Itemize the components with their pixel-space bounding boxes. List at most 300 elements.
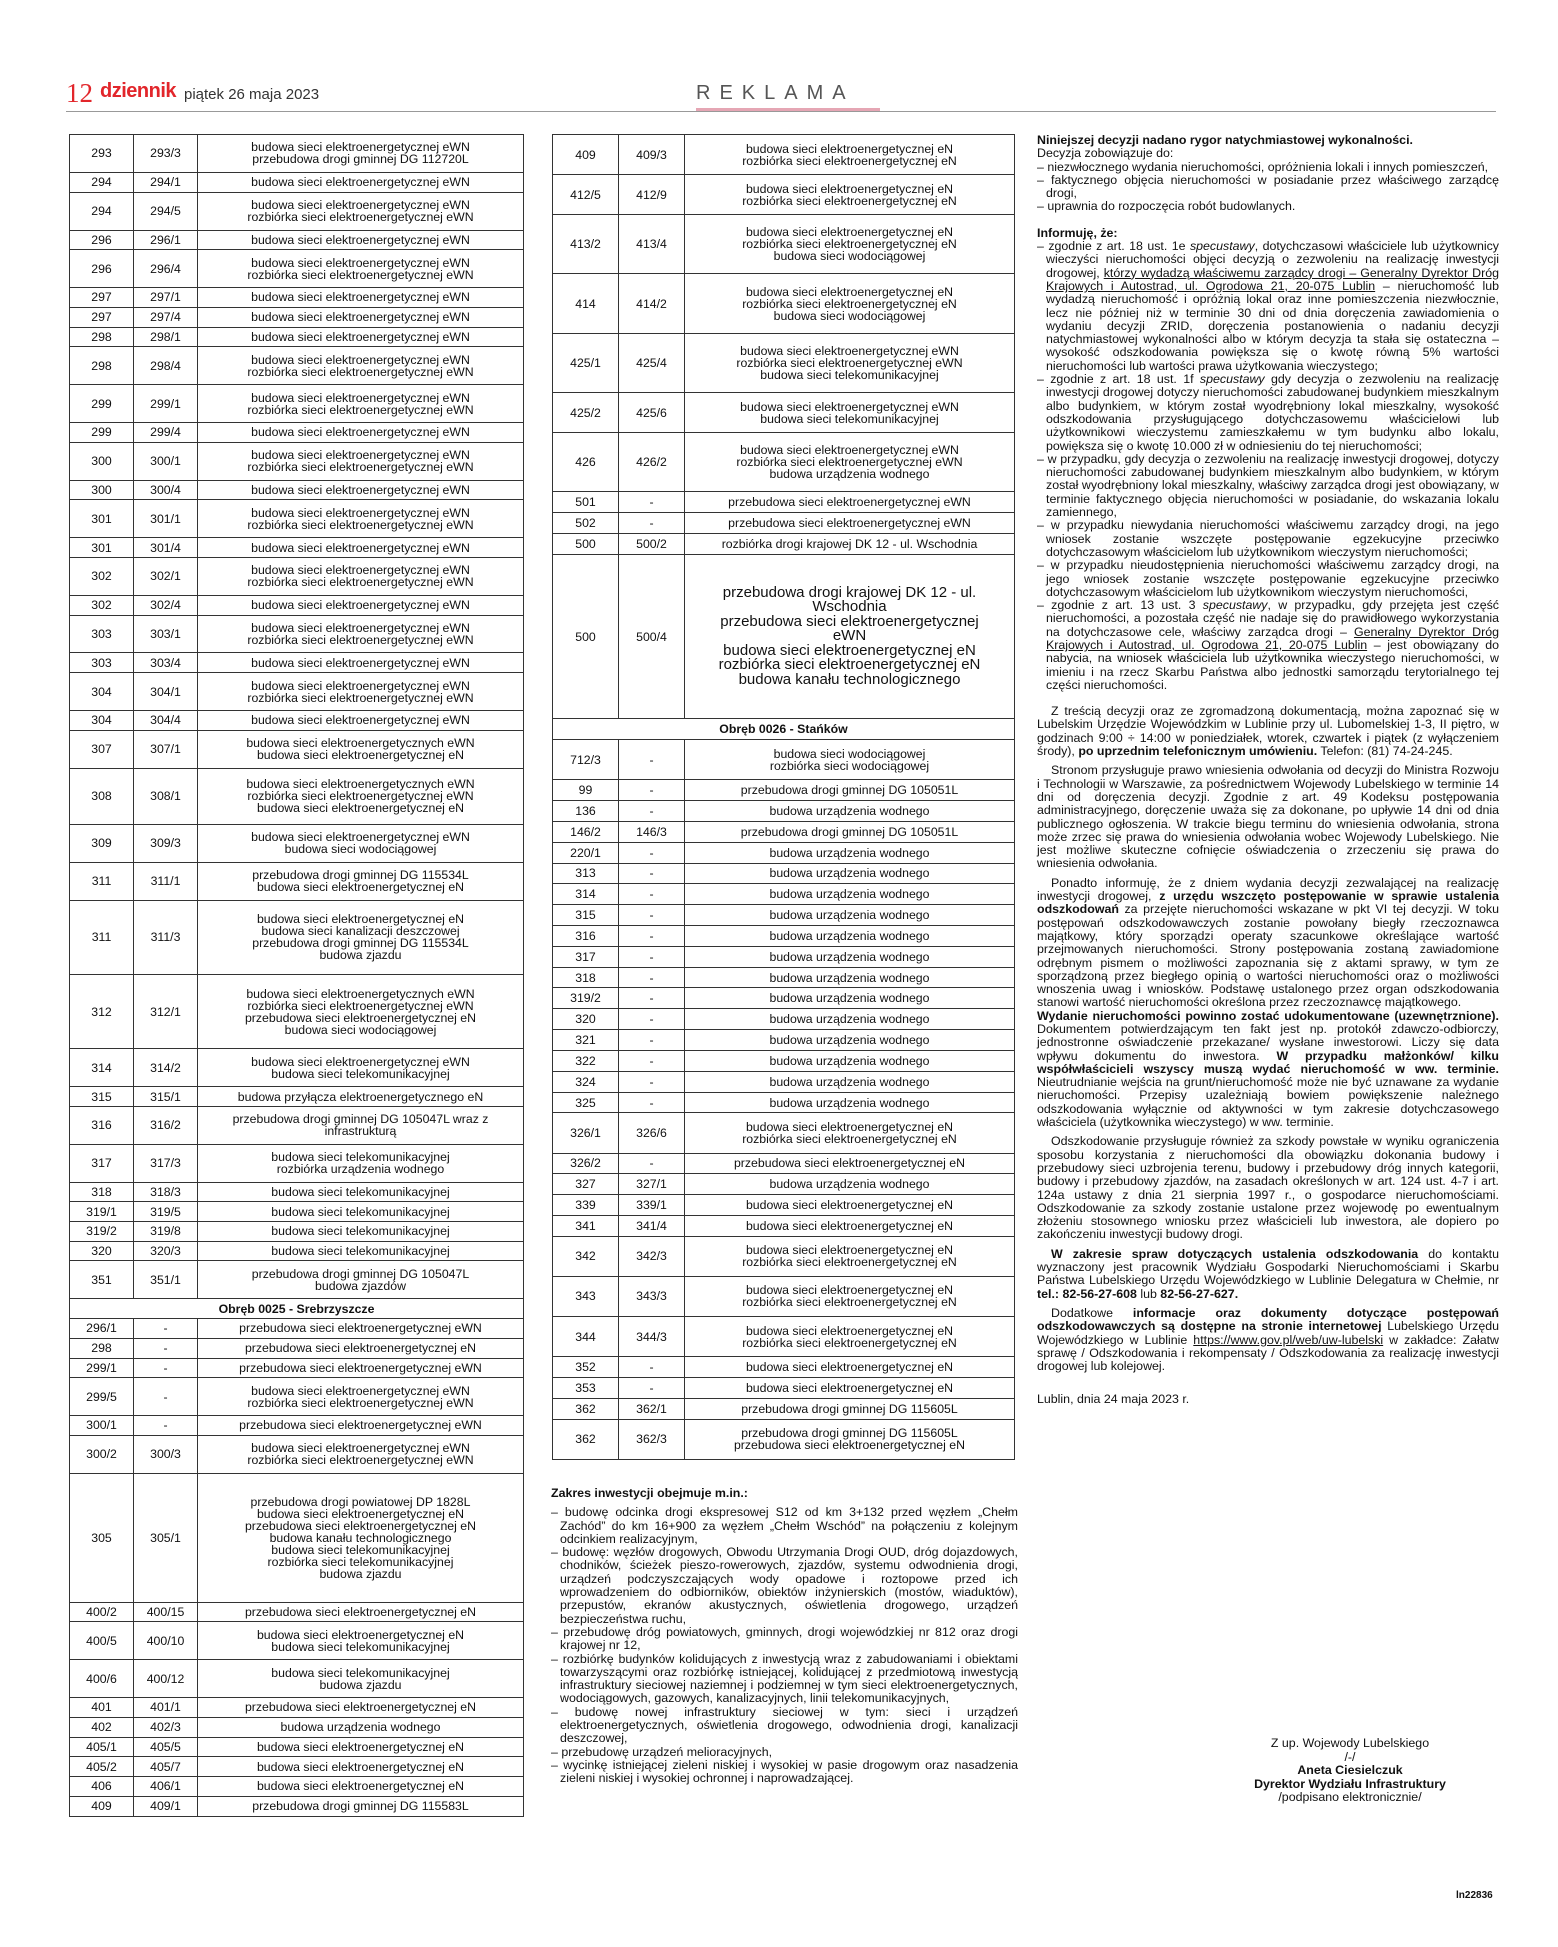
work-description: budowa sieci elektroenergetycznych eWN rozbiórka sieci elektroenergetycznej eWN przebudowa sieci elektroenergetycznej eN budowa sieci wodociągowej xyxy=(198,974,524,1048)
table-row xyxy=(70,1358,524,1378)
parcel-number: 311 xyxy=(70,900,134,974)
inform-item: – w przypadku, gdy decyzja o zezwoleniu na realizację inwestycji drogowej, dotyczy nieruchomości zabudowanej budynkiem mieszkalnym albo budynkiem, w którym został wyodrębniony lokal mieszkalny, właściwy zarządca drogi jest obowiązany, w terminie faktycznego objęcia nieruchomości w posiadanie, do wskazania lokalu zamiennego, xyxy=(1037,451,1499,520)
new-parcel-number: 300/1 xyxy=(134,442,198,480)
table-row xyxy=(70,442,524,480)
parcel-number: 302 xyxy=(70,557,134,595)
inform-item: – zgodnie z art. 18 ust. 1f specustawy gdy decyzja o zezwoleniu na realizację inwestycji drogowej dotyczy nieruchomości zabudowanej budynkiem mieszkalnym albo budynkiem, w którym został wyodrębniony lokal mieszkalny, wysokość odszkodowania przysługującego dotychczasowemu właścicielowi lub użytkownikowi wieczystemu zamieszkałemu w tym budynku albo lokalu, powiększa się o kwotę 10.000 zł w odniesieniu do tej nieruchomości; xyxy=(1037,372,1499,453)
new-parcel-number: 326/6 xyxy=(619,1113,685,1153)
table-row xyxy=(553,863,1015,884)
new-parcel-number: 302/4 xyxy=(134,595,198,615)
parcel-table-left xyxy=(69,134,524,1817)
page-number: 12 xyxy=(66,78,93,108)
table-row xyxy=(70,900,524,974)
work-description: budowa sieci elektroenergetycznej eN rozbiórka sieci elektroenergetycznej eN xyxy=(685,1113,1015,1153)
new-parcel-number: 339/1 xyxy=(619,1195,685,1216)
website-link[interactable]: https://www.gov.pl/web/uw-lubelski xyxy=(1193,1332,1384,1347)
parcel-number: 298 xyxy=(70,1338,134,1358)
table-row xyxy=(553,1195,1015,1216)
table-row xyxy=(70,1202,524,1222)
section-heading: Obręb 0025 - Srebrzyszcze xyxy=(70,1299,524,1319)
parcel-number: 304 xyxy=(70,673,134,711)
work-description: budowa sieci elektroenergetycznej eWN xyxy=(198,538,524,558)
table-row xyxy=(70,1106,524,1144)
work-description: budowa sieci elektroenergetycznej eN budowa sieci kanalizacji deszczowej przebudowa drogi gminnej DG 115534L budowa zjazdu xyxy=(198,900,524,974)
work-description: budowa sieci elektroenergetycznej eWN rozbiórka sieci elektroenergetycznej eWN xyxy=(198,673,524,711)
parcel-number: 339 xyxy=(553,1195,619,1216)
work-description: budowa sieci telekomunikacyjnej xyxy=(198,1222,524,1242)
new-parcel-number: 401/1 xyxy=(134,1698,198,1718)
new-parcel-number: 319/5 xyxy=(134,1202,198,1222)
work-description: budowa sieci elektroenergetycznej eWN rozbiórka sieci elektroenergetycznej eWN xyxy=(198,615,524,653)
new-parcel-number: 351/1 xyxy=(134,1261,198,1299)
investment-scope xyxy=(551,1487,1018,1786)
new-parcel-number: 301/1 xyxy=(134,500,198,538)
new-parcel-number: - xyxy=(134,1319,198,1339)
parcel-number: 413/2 xyxy=(553,215,619,274)
work-description: przebudowa drogi gminnej DG 105047L budowa zjazdów xyxy=(198,1261,524,1299)
table-row xyxy=(553,1377,1015,1398)
new-parcel-number: 400/15 xyxy=(134,1602,198,1622)
parcel-number: 318 xyxy=(553,967,619,988)
parcel-number: 712/3 xyxy=(553,740,619,780)
table-row xyxy=(70,974,524,1048)
work-description: przebudowa sieci elektroenergetycznej eN xyxy=(685,1153,1015,1174)
work-description: przebudowa drogi gminnej DG 115583L xyxy=(198,1796,524,1816)
work-description: budowa sieci telekomunikacyjnej rozbiórka urządzenia wodnego xyxy=(198,1144,524,1182)
parcel-number: 313 xyxy=(553,863,619,884)
parcel-number: 362 xyxy=(553,1398,619,1419)
work-description: budowa sieci elektroenergetycznej eWN budowa sieci wodociągowej xyxy=(198,824,524,862)
parcel-number: 321 xyxy=(553,1030,619,1051)
damages-paragraph: Odszkodowanie przysługuje również za szkody powstałe w wyniku ograniczenia sposobu korzystania z nieruchomości dla obowiązku dokonania budowy i przebudowy sieci uzbrojenia terenu, budowy i przebudowy dróg innych kategorii, budowy i przebudowy zjazdów, na zasadach określonych w art. 124 ust. 4-7 i art. 124a ustawy z dnia 21 sierpnia 1997 r., o gospodarce nieruchomościami. Odszkodowanie za szkody zostanie ustalone przez wojewodę po ewentualnym złożeniu stosownego wniosku przez właścicieli lub inwestora, ale dopiero po zakończeniu inwestycji budowy drogi. xyxy=(1037,1134,1499,1242)
work-description: budowa urządzenia wodnego xyxy=(198,1717,524,1737)
table-row xyxy=(70,768,524,824)
work-description: budowa sieci elektroenergetycznej eWN budowa sieci telekomunikacyjnej xyxy=(685,393,1015,433)
work-description: budowa sieci elektroenergetycznej eN rozbiórka sieci elektroenergetycznej eN xyxy=(685,135,1015,175)
parcel-number: 325 xyxy=(553,1092,619,1113)
place-date: Lublin, dnia 24 maja 2023 r. xyxy=(1037,1392,1190,1407)
table-row xyxy=(70,480,524,500)
table-row xyxy=(553,1398,1015,1419)
table-row xyxy=(70,653,524,673)
new-parcel-number: 297/4 xyxy=(134,307,198,327)
table-row xyxy=(553,433,1015,492)
new-parcel-number: 362/3 xyxy=(619,1419,685,1459)
parcel-number: 302 xyxy=(70,595,134,615)
parcel-number: 300/2 xyxy=(70,1435,134,1473)
work-description: budowa sieci elektroenergetycznej eN rozbiórka sieci elektroenergetycznej eN budowa sieci wodociągowej xyxy=(685,274,1015,333)
table-row xyxy=(70,327,524,347)
work-description: budowa sieci elektroenergetycznej eWN xyxy=(198,423,524,443)
parcel-number: 299/5 xyxy=(70,1378,134,1416)
work-description: budowa sieci elektroenergetycznej eWN przebudowa drogi gminnej DG 112720L xyxy=(198,135,524,173)
header-divider xyxy=(66,111,1496,112)
work-description: budowa sieci elektroenergetycznej eWN xyxy=(198,480,524,500)
new-parcel-number: 425/6 xyxy=(619,393,685,433)
info-paragraph: Dodatkowe informacje oraz dokumenty dotyczące postępowań odszkodowawczych są dostępne na stronie internetowej Lubelskiego Urzędu Wojewódzkiego w Lublinie https://www.gov.pl/web/uw-lubelski w zakładce: Załatw sprawę / Odszkodowania i rekompensaty / Odszkodowania za realizację inwestycji drogowej lub kolejowej. xyxy=(1037,1305,1499,1374)
parcel-number: 341 xyxy=(553,1216,619,1237)
new-parcel-number: 344/3 xyxy=(619,1316,685,1356)
table-row xyxy=(70,347,524,385)
compensation-paragraph: Ponadto informuję, że z dniem wydania decyzji zezwalającej na realizację inwestycji drogowej, z urzędu wszczęto postępowanie w sprawie ustalenia odszkodowań za przejęte nieruchomości wskazane w pkt VI tej decyzji. W toku postępowań odszkodowawczych zostanie powołany biegły rzeczoznawca majątkowy, który sporządzi operaty szacunkowe określające wartość przejmowanych nieruchomości. Strony postępowania zostaną zawiadomione odrębnym pismem o możliwości zapoznania się z aktami sprawy, w tym ze sporządzoną przez biegłego opinią o wartości nieruchomości oraz o możliwości wnoszenia uwag i wniosków. Podstawę ustalonego przez organ odszkodowania stanowi wartość nieruchomości określona przez rzeczoznawcę majątkowego. xyxy=(1037,875,1499,1010)
scope-item: – przebudowę urządzeń melioracyjnych, xyxy=(551,1744,773,1759)
parcel-number: 502 xyxy=(553,513,619,534)
handover-paragraph: Wydanie nieruchomości powinno zostać udokumentowane (uzewnętrznione). Dokumentem potwierdzającym ten fakt jest np. protokół zdawczo-odbiorczy, jednostronne oświadczenie przekazane/ wysłane inwestorowi. Liczy się data wpływu dokumentu do inwestora. W przypadku małżonków/ kilku współwłaścicieli wszyscy muszą wydać nieruchomość w ww. terminie. Nieutrudnianie wejścia na grunt/nieruchomość może nie być uznawane za wydanie nieruchomości. Przepisy uzależniają bowiem powiększenie należnego odszkodowania wyłącznie od aktywności w tym zakresie dotychczasowego właściciela (użytkownika wieczystego) w ww. terminie. xyxy=(1037,1008,1499,1130)
access-paragraph: Z treścią decyzji oraz ze zgromadzoną dokumentacją, można zapoznać się w Lubelskim Urzędzie Wojewódzkim w Lublinie przy ul. Lubomelskiej 1-3, II piętro, w godzinach 9:00 ÷ 14:00 w poniedziałek, wtorek, czwartek i piątek (z wyłączeniem środy), po uprzednim telefonicznym umówieniu. Telefon: (81) 74-24-245. xyxy=(1037,704,1499,759)
table-row xyxy=(70,538,524,558)
new-parcel-number: - xyxy=(134,1416,198,1436)
newspaper-logo: dziennik xyxy=(100,80,177,102)
table-row xyxy=(70,385,524,423)
new-parcel-number: 314/2 xyxy=(134,1049,198,1087)
table-row xyxy=(553,1419,1015,1459)
work-description: budowa sieci telekomunikacyjnej budowa zjazdu xyxy=(198,1660,524,1698)
work-description: budowa sieci elektroenergetycznej eN rozbiórka sieci elektroenergetycznej eN xyxy=(685,1236,1015,1276)
table-row xyxy=(70,1049,524,1087)
new-parcel-number: - xyxy=(619,1050,685,1071)
new-parcel-number: - xyxy=(619,863,685,884)
parcel-number: 405/1 xyxy=(70,1737,134,1757)
parcel-number: 300 xyxy=(70,480,134,500)
parcel-number: 303 xyxy=(70,615,134,653)
new-parcel-number: - xyxy=(619,967,685,988)
table-row xyxy=(553,513,1015,534)
parcel-number: 305 xyxy=(70,1473,134,1602)
work-description: budowa sieci elektroenergetycznej eN xyxy=(198,1757,524,1777)
table-row xyxy=(70,557,524,595)
contact-paragraph: W zakresie spraw dotyczących ustalenia odszkodowania do kontaktu wyznaczony jest pracownik Wydziału Gospodarki Nieruchomościami i Skarbu Państwa Lubelskiego Urzędu Wojewódzkiego w Lublinie Delegatura w Chełmie, nr tel.: 82-56-27-608 lub 82-56-27-627. xyxy=(1037,1246,1499,1301)
parcel-number: 308 xyxy=(70,768,134,824)
work-description: przebudowa drogi gminnej DG 115605L przebudowa sieci elektroenergetycznej eN xyxy=(685,1419,1015,1459)
table-row xyxy=(70,250,524,288)
scope-list xyxy=(551,1506,1018,1785)
new-parcel-number: 316/2 xyxy=(134,1106,198,1144)
work-description: rozbiórka drogi krajowej DK 12 - ul. Wschodnia xyxy=(685,534,1015,555)
new-parcel-number: - xyxy=(619,1009,685,1030)
work-description: budowa sieci elektroenergetycznej eWN xyxy=(198,653,524,673)
table-row xyxy=(553,946,1015,967)
parcel-number: 326/1 xyxy=(553,1113,619,1153)
parcel-number: 294 xyxy=(70,172,134,192)
work-description: budowa sieci elektroenergetycznej eWN rozbiórka sieci elektroenergetycznej eWN xyxy=(198,385,524,423)
parcel-number: 309 xyxy=(70,824,134,862)
table-row xyxy=(553,1174,1015,1195)
work-description: budowa sieci elektroenergetycznej eWN xyxy=(198,595,524,615)
parcel-number: 299 xyxy=(70,423,134,443)
parcel-number: 352 xyxy=(553,1357,619,1378)
work-description: budowa sieci elektroenergetycznej eN rozbiórka sieci elektroenergetycznej eN xyxy=(685,1276,1015,1316)
work-description: budowa urządzenia wodnego xyxy=(685,884,1015,905)
parcel-number: 316 xyxy=(70,1106,134,1144)
parcel-number: 319/1 xyxy=(70,1202,134,1222)
table-row xyxy=(70,1776,524,1796)
new-parcel-number: 299/1 xyxy=(134,385,198,423)
new-parcel-number: 405/7 xyxy=(134,1757,198,1777)
rigor-statement: Niniejszej decyzji nadano rygor natychmiastowej wykonalności. xyxy=(1037,133,1413,147)
table-row xyxy=(553,740,1015,780)
parcel-number: 400/5 xyxy=(70,1622,134,1660)
signature-line: Z up. Wojewody Lubelskiego xyxy=(1270,1736,1430,1750)
work-description: budowa sieci elektroenergetycznej eN xyxy=(685,1357,1015,1378)
work-description: budowa sieci elektroenergetycznej eWN rozbiórka sieci elektroenergetycznej eWN xyxy=(198,192,524,230)
new-parcel-number: 412/9 xyxy=(619,175,685,215)
table-row xyxy=(553,905,1015,926)
parcel-number: 500 xyxy=(553,554,619,718)
obligation-item: – faktycznego objęcia nieruchomości w posiadanie przez właściwego zarządcę drogi, xyxy=(1037,172,1499,201)
new-parcel-number: 400/10 xyxy=(134,1622,198,1660)
table-row xyxy=(553,492,1015,513)
new-parcel-number: - xyxy=(619,905,685,926)
table-row xyxy=(553,1113,1015,1153)
table-row xyxy=(553,1071,1015,1092)
obligations-intro: Decyzja zobowiązuje do: xyxy=(1037,146,1174,161)
new-parcel-number: 400/12 xyxy=(134,1660,198,1698)
new-parcel-number: 293/3 xyxy=(134,135,198,173)
table-row xyxy=(70,1660,524,1698)
table-row xyxy=(70,172,524,192)
parcel-number: 146/2 xyxy=(553,821,619,842)
parcel-number: 314 xyxy=(553,884,619,905)
table-row xyxy=(70,1241,524,1261)
new-parcel-number: - xyxy=(619,988,685,1009)
section-heading: Obręb 0026 - Stańków xyxy=(553,719,1015,740)
parcel-number: 409 xyxy=(70,1796,134,1816)
work-description: budowa urządzenia wodnego xyxy=(685,1174,1015,1195)
work-description: przebudowa sieci elektroenergetycznej eWN xyxy=(198,1358,524,1378)
table-row xyxy=(553,1236,1015,1276)
scope-item: – budowę odcinka drogi ekspresowej S12 od km 3+132 przed węzłem „Chełm Zachód” do km 16+900 za węzłem „Chełm Wschód” na połączeniu z kolejnym odcinkiem realizacyjnym, xyxy=(551,1505,1018,1546)
parcel-number: 426 xyxy=(553,433,619,492)
work-description: budowa sieci elektroenergetycznej eN rozbiórka sieci elektroenergetycznej eN xyxy=(685,175,1015,215)
parcel-number: 319/2 xyxy=(553,988,619,1009)
table-row xyxy=(553,884,1015,905)
work-description: budowa sieci elektroenergetycznej eWN rozbiórka sieci elektroenergetycznej eWN xyxy=(198,250,524,288)
new-parcel-number: - xyxy=(619,1071,685,1092)
parcel-number: 362 xyxy=(553,1419,619,1459)
parcel-number: 304 xyxy=(70,711,134,731)
new-parcel-number: 311/3 xyxy=(134,900,198,974)
parcel-number: 317 xyxy=(70,1144,134,1182)
new-parcel-number: - xyxy=(619,1357,685,1378)
table-row xyxy=(70,1698,524,1718)
parcel-number: 311 xyxy=(70,862,134,900)
new-parcel-number: 413/4 xyxy=(619,215,685,274)
new-parcel-number: 320/3 xyxy=(134,1241,198,1261)
scope-item: – rozbiórkę budynków kolidujących z inwestycją wraz z zabudowaniami i obiektami towarzyszącymi oraz rozbiórkę istniejącej, kolidującej z przedmiotową inwestycją infrastruktury sieciowej naziemnej i podziemnej w tym sieci elektroenergetycznych, wodociągowych, gazowych, kanalizacyjnych, linii telekomunikacyjnych, xyxy=(551,1651,1018,1706)
new-parcel-number: - xyxy=(619,740,685,780)
table-row xyxy=(553,534,1015,555)
scope-item: – budowę nowej infrastruktury sieciowej w tym: sieci i urządzeń elektroenergetycznych, oświetlenia drogowego, odwodnienia drogi, kanalizacji deszczowej, xyxy=(551,1704,1018,1746)
parcel-number: 401 xyxy=(70,1698,134,1718)
work-description: budowa urządzenia wodnego xyxy=(685,967,1015,988)
new-parcel-number: 294/5 xyxy=(134,192,198,230)
new-parcel-number: - xyxy=(619,1092,685,1113)
work-description: budowa urządzenia wodnego xyxy=(685,1071,1015,1092)
parcel-number: 298 xyxy=(70,327,134,347)
parcel-number: 342 xyxy=(553,1236,619,1276)
new-parcel-number: - xyxy=(619,1153,685,1174)
work-description: przebudowa sieci elektroenergetycznej eN xyxy=(198,1698,524,1718)
work-description: przebudowa drogi gminnej DG 115534L budowa sieci elektroenergetycznej eN xyxy=(198,862,524,900)
parcel-number: 315 xyxy=(70,1087,134,1107)
table-row xyxy=(70,1319,524,1339)
new-parcel-number: 315/1 xyxy=(134,1087,198,1107)
parcel-number: 425/2 xyxy=(553,393,619,433)
table-row xyxy=(70,1717,524,1737)
table-row xyxy=(70,230,524,250)
new-parcel-number: 312/1 xyxy=(134,974,198,1048)
work-description: przebudowa sieci elektroenergetycznej eWN xyxy=(685,513,1015,534)
new-parcel-number: - xyxy=(619,946,685,967)
inform-item: – w przypadku niewydania nieruchomości właściwemu zarządcy drogi, na jego wniosek zostanie wszczęte postępowanie egzekucyjne przeciwko dotychczasowym właścicielom lub użytkownikom wieczystym nieruchomości; xyxy=(1037,518,1499,559)
signatory-title: Dyrektor Wydziału Infrastruktury xyxy=(1254,1776,1446,1791)
obligation-item: – niezwłocznego wydania nieruchomości, opróżnienia lokali i innych pomieszczeń, xyxy=(1037,159,1489,174)
parcel-number: 406 xyxy=(70,1776,134,1796)
parcel-number: 296 xyxy=(70,250,134,288)
work-description: przebudowa sieci elektroenergetycznej eWN xyxy=(198,1416,524,1436)
work-description: budowa urządzenia wodnego xyxy=(685,905,1015,926)
section-heading-row xyxy=(553,719,1015,740)
table-row xyxy=(553,842,1015,863)
work-description: budowa sieci elektroenergetycznej eWN rozbiórka sieci elektroenergetycznej eWN xyxy=(198,347,524,385)
scope-item: – budowę: węzłów drogowych, Obwodu Utrzymania Drogi OUD, dróg dojazdowych, chodników, ścieżek pieszo-rowerowych, zjazdów, systemu odwodnienia drogi, urządzeń podczyszczających wody opadowe i roztopowe przed ich wprowadzeniem do odbiorników, obiektów inżynierskich (mostów, wiaduktów), przepustów, ekranów akustycznych, oświetlenia drogowego, urządzeń bezpieczeństwa ruchu, xyxy=(551,1545,1018,1626)
new-parcel-number: 307/1 xyxy=(134,730,198,768)
work-description: przebudowa sieci elektroenergetycznej eWN xyxy=(198,1319,524,1339)
parcel-number: 353 xyxy=(553,1377,619,1398)
table-row xyxy=(70,1737,524,1757)
table-row xyxy=(70,730,524,768)
new-parcel-number: 426/2 xyxy=(619,433,685,492)
table-row xyxy=(70,135,524,173)
parcel-number: 327 xyxy=(553,1174,619,1195)
section-heading-row xyxy=(70,1299,524,1319)
work-description: budowa sieci elektroenergetycznej eN xyxy=(198,1737,524,1757)
new-parcel-number: 319/8 xyxy=(134,1222,198,1242)
table-row xyxy=(553,1030,1015,1051)
new-parcel-number: 409/1 xyxy=(134,1796,198,1816)
table-row xyxy=(553,215,1015,274)
new-parcel-number: 317/3 xyxy=(134,1144,198,1182)
inform-item: – w przypadku nieudostępnienia nieruchomości właściwemu zarządcy drogi, na jego wniosek zostanie wszczęte postępowanie egzekucyjne przeciwko dotychczasowym właścicielom lub użytkownikom wieczystym nieruchomości, xyxy=(1037,558,1499,599)
table-row xyxy=(70,1602,524,1622)
work-description: budowa sieci elektroenergetycznych eWN rozbiórka sieci elektroenergetycznej eWN budowa sieci elektroenergetycznej eN xyxy=(198,768,524,824)
work-description: budowa sieci elektroenergetycznej eWN rozbiórka sieci elektroenergetycznej eWN budowa sieci telekomunikacyjnej xyxy=(685,333,1015,392)
new-parcel-number: 303/4 xyxy=(134,653,198,673)
table-row xyxy=(70,1757,524,1777)
new-parcel-number: 302/1 xyxy=(134,557,198,595)
new-parcel-number: 425/4 xyxy=(619,333,685,392)
work-description: budowa sieci elektroenergetycznej eWN rozbiórka sieci elektroenergetycznej eWN xyxy=(198,442,524,480)
table-row xyxy=(553,801,1015,822)
parcel-number: 322 xyxy=(553,1050,619,1071)
table-row xyxy=(70,500,524,538)
table-row xyxy=(553,1216,1015,1237)
table-row xyxy=(70,862,524,900)
work-description: budowa sieci telekomunikacyjnej xyxy=(198,1241,524,1261)
new-parcel-number: 294/1 xyxy=(134,172,198,192)
new-parcel-number: 409/3 xyxy=(619,135,685,175)
parcel-number: 307 xyxy=(70,730,134,768)
table-row xyxy=(553,333,1015,392)
table-row xyxy=(70,1796,524,1816)
table-row xyxy=(70,595,524,615)
work-description: przebudowa drogi krajowej DK 12 - ul. Wschodnia przebudowa sieci elektroenergetycznej eWN budowa sieci elektroenergetycznej eN rozbiórka sieci elektroenergetycznej eN budowa kanału technologicznego xyxy=(685,554,1015,718)
decision-text xyxy=(1037,134,1499,1407)
parcel-number: 301 xyxy=(70,538,134,558)
work-description: budowa sieci elektroenergetycznej eWN xyxy=(198,327,524,347)
parcel-table-middle xyxy=(552,134,1015,1460)
parcel-number: 320 xyxy=(553,1009,619,1030)
scope-item: – wycinkę istniejącej zieleni niskiej i wysokiej w pasie drogowym oraz nasadzenia zieleni niskiej i wysokiej ochronnej i naprowadzającej. xyxy=(551,1757,1018,1786)
table-row xyxy=(553,988,1015,1009)
new-parcel-number: - xyxy=(619,513,685,534)
new-parcel-number: - xyxy=(619,1030,685,1051)
signatory-name: Aneta Ciesielczuk xyxy=(1297,1763,1403,1777)
table-row xyxy=(70,192,524,230)
parcel-number: 343 xyxy=(553,1276,619,1316)
parcel-number: 500 xyxy=(553,534,619,555)
new-parcel-number: 308/1 xyxy=(134,768,198,824)
work-description: budowa urządzenia wodnego xyxy=(685,863,1015,884)
issue-date: piątek 26 maja 2023 xyxy=(184,86,320,103)
parcel-number: 136 xyxy=(553,801,619,822)
table-row xyxy=(553,1357,1015,1378)
table-row xyxy=(70,673,524,711)
parcel-number: 312 xyxy=(70,974,134,1048)
parcel-number: 303 xyxy=(70,653,134,673)
new-parcel-number: 296/4 xyxy=(134,250,198,288)
work-description: budowa sieci elektroenergetycznej eN xyxy=(685,1377,1015,1398)
new-parcel-number: 298/1 xyxy=(134,327,198,347)
new-parcel-number: 298/4 xyxy=(134,347,198,385)
new-parcel-number: 406/1 xyxy=(134,1776,198,1796)
parcel-number: 296/1 xyxy=(70,1319,134,1339)
parcel-number: 316 xyxy=(553,925,619,946)
table-row xyxy=(70,1261,524,1299)
table-row xyxy=(70,711,524,731)
new-parcel-number: 304/4 xyxy=(134,711,198,731)
work-description: budowa sieci elektroenergetycznej eWN rozbiórka sieci elektroenergetycznej eWN xyxy=(198,500,524,538)
work-description: budowa urządzenia wodnego xyxy=(685,1030,1015,1051)
signature-line: /-/ xyxy=(1344,1749,1356,1764)
parcel-number: 220/1 xyxy=(553,842,619,863)
parcel-number: 351 xyxy=(70,1261,134,1299)
table-row xyxy=(553,1009,1015,1030)
table-row xyxy=(553,1092,1015,1113)
parcel-number: 294 xyxy=(70,192,134,230)
table-row xyxy=(70,1087,524,1107)
table-row xyxy=(553,1050,1015,1071)
parcel-number: 324 xyxy=(553,1071,619,1092)
work-description: budowa sieci elektroenergetycznej eWN rozbiórka sieci elektroenergetycznej eWN xyxy=(198,557,524,595)
parcel-number: 425/1 xyxy=(553,333,619,392)
table-row xyxy=(553,393,1015,433)
work-description: budowa sieci elektroenergetycznych eWN budowa sieci elektroenergetycznej eN xyxy=(198,730,524,768)
new-parcel-number: - xyxy=(619,842,685,863)
new-parcel-number: 500/4 xyxy=(619,554,685,718)
work-description: budowa sieci elektroenergetycznej eN rozbiórka sieci elektroenergetycznej eN xyxy=(685,1316,1015,1356)
table-row xyxy=(70,423,524,443)
parcel-number: 299/1 xyxy=(70,1358,134,1378)
parcel-number: 501 xyxy=(553,492,619,513)
work-description: przebudowa drogi gminnej DG 115605L xyxy=(685,1398,1015,1419)
new-parcel-number: 405/5 xyxy=(134,1737,198,1757)
table-row xyxy=(70,1144,524,1182)
work-description: budowa sieci elektroenergetycznej eN budowa sieci telekomunikacyjnej xyxy=(198,1622,524,1660)
inform-item: – zgodnie z art. 13 ust. 3 specustawy, w przypadku, gdy przejęta jest część nieruchomości, a pozostała część nie nadaje się do prawidłowego wykorzystania na dotychczasowe cele, właściwy zarządca drogi – Generalny Dyrektor Dróg Krajowych i Autostrad, ul. Ogrodowa 21, 20-075 Lublin – jest obowiązany do nabycia, na wniosek właściciela lub użytkownika wieczystego nieruchomości, w imieniu i na rzecz Skarbu Państwa albo jednostki samorządu terytorialnego tej części nieruchomości. xyxy=(1037,598,1500,692)
work-description: budowa sieci elektroenergetycznej eWN xyxy=(198,172,524,192)
scope-heading: Zakres inwestycji obejmuje m.in.: xyxy=(551,1486,748,1500)
